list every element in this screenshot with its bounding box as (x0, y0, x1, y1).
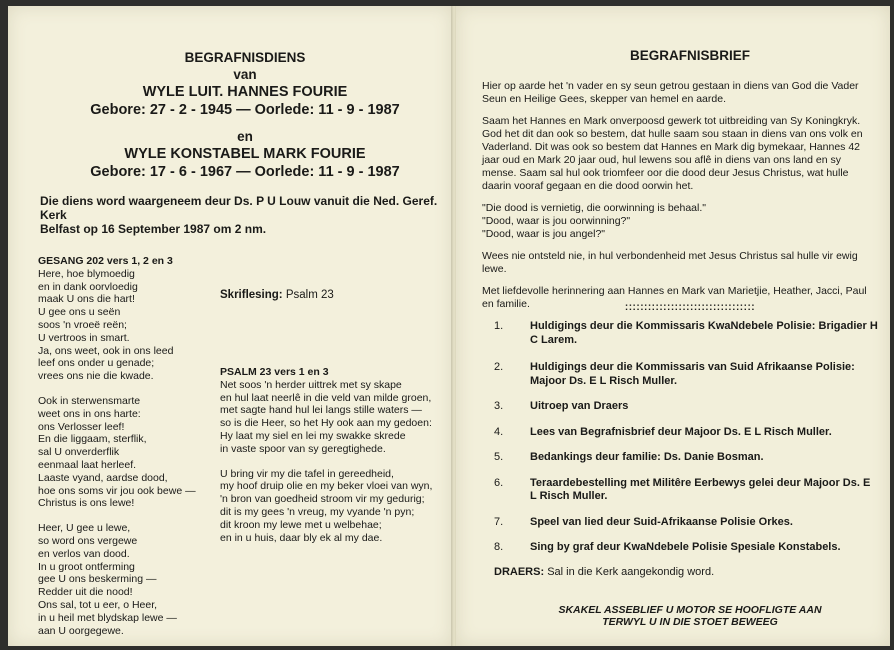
verse-line: U gee ons u seën (38, 306, 121, 319)
program-item (494, 541, 878, 555)
verse-line: ons Verlosser leef! (38, 420, 125, 433)
gesang-title: GESANG 202 vers 1, 2 en 3 (38, 255, 173, 267)
psalm-block (220, 366, 450, 544)
program-item-text: Bedankings deur familie: Ds. Danie Bosman. (530, 451, 764, 463)
program-item (494, 400, 878, 414)
program-item-text: Sing by graf deur KwaNdebele Polisie Spesiale Konstabels. (530, 541, 841, 553)
program-item-number: 4. (494, 425, 504, 438)
verse-line: Christus is ons lewe! (38, 497, 135, 510)
verse-line: Ja, ons weet, ook in ons leed (38, 344, 174, 357)
verse-line: so word ons vergewe (38, 534, 138, 547)
program-item-number: 6. (494, 476, 504, 489)
program-item-text: Uitroep van Draers (530, 400, 629, 412)
verse-line: gee U ons beskerming — (38, 573, 157, 586)
verse-line: in vaste spoor van sy geregtighede. (220, 442, 386, 455)
divider: :::::::::::::::::::::::::::::::::: (624, 302, 756, 313)
verse-line: leef ons onder u genade; (38, 357, 155, 370)
verse-line: vrees ons nie die kwade. (38, 370, 154, 383)
program-item (494, 361, 878, 388)
verse-line: U bring vir my die tafel in gereedheid, (220, 467, 394, 480)
verse-line: so is die Heer, so het Hy ook aan my gedoen: (220, 417, 432, 430)
program-item-text: Huldigings deur die Kommissaris KwaNdebele Polisie: Brigadier H C Larem. (530, 320, 878, 346)
quote-3: "Dood, waar is jou angel?" (482, 228, 606, 240)
verse-line: In u groot ontferming (38, 560, 135, 573)
verse-line: Redder uit die nood! (38, 586, 133, 599)
en-1: en (237, 129, 253, 144)
gesang-verse-1 (38, 268, 218, 383)
verse-line: Heer, U gee u lewe, (38, 522, 131, 535)
verse-line: 'n bron van goedheid stroom vir my gedurig; (220, 493, 425, 506)
program-item-number: 5. (494, 451, 504, 463)
program-item (494, 477, 878, 504)
name-mark: WYLE KONSTABEL MARK FOURIE (124, 146, 366, 162)
gesang-block (38, 255, 218, 637)
footer-line-2: TERWYL U IN DIE STOET BEWEEG (602, 616, 778, 628)
skriflesing-value: Psalm 23 (285, 289, 334, 301)
program-list (494, 320, 878, 555)
footer-line-1: SKAKEL ASSEBLIEF U MOTOR SE HOOFLIGTE AAN (558, 604, 822, 616)
draers (494, 566, 714, 578)
program-item (494, 320, 878, 347)
dates-mark: Gebore: 17 - 6 - 1967 — Oorlede: 11 - 9 - 1987 (90, 164, 400, 180)
verse-line: aan U oorgegewe. (38, 624, 124, 637)
verse-line: soos 'n vroeë reën; (38, 318, 127, 331)
program-item-number: 7. (494, 515, 504, 528)
verse-line: Here, hoe blymoedig (38, 267, 135, 280)
verse-line: weet ons in ons harte: (38, 407, 141, 420)
verse-line: sal U onverderflik (38, 446, 120, 459)
gesang-verse-3 (38, 522, 218, 637)
van-1: van (233, 67, 257, 82)
verse-line: eenmaal laat herleef. (38, 458, 137, 471)
verse-line: en in u huis, daar bly ek al my dae. (220, 531, 383, 544)
right-title: BEGRAFNISBRIEF (629, 48, 750, 63)
letter-p3: Wees nie ontsteld nie, in hul verbondenheid met Jesus Christus sal hulle vir ewig lewe. (482, 250, 858, 275)
service-line-2: Belfast op 16 September 1987 om 2 nm. (40, 222, 267, 236)
program-item (494, 516, 878, 530)
program-item-number: 8. (494, 541, 504, 553)
verse-line: Ook in sterwensmarte (38, 394, 141, 407)
program-item-text: Teraardebestelling met Militêre Eerbewys gelei deur Majoor Ds. E L Risch Muller. (530, 476, 871, 502)
psalm-verse-3 (220, 468, 450, 545)
verse-line: en in dank oorvloedig (38, 280, 138, 293)
verse-line: Hy laat my siel en lei my swakke skrede (220, 429, 406, 442)
dates-hannes: Gebore: 27 - 2 - 1945 — Oorlede: 11 - 9 - 1987 (90, 102, 400, 118)
skriflesing (220, 289, 334, 301)
draers-label: DRAERS: (494, 566, 545, 578)
left-title: BEGRAFNISDIENS (184, 50, 306, 65)
verse-line: hoe ons soms vir jou ook bewe — (38, 484, 196, 497)
draers-text: Sal in die Kerk aangekondig word. (547, 566, 715, 578)
program-item-text: Speel van lied deur Suid-Afrikaanse Polisie Orkes. (530, 515, 793, 528)
verse-line: En die liggaam, sterflik, (38, 433, 147, 446)
verse-line: met sagte hand hul lei langs stille waters — (220, 404, 422, 417)
letter-p4: Met liefdevolle herinnering aan Hannes en Mark van Marietjie, Heather, Jacci, Paul en familie. (482, 285, 867, 310)
verse-line: in u heil met blydskap lewe — (38, 611, 177, 624)
program-item-number: 3. (494, 400, 504, 412)
psalm-title: PSALM 23 vers 1 en 3 (220, 366, 329, 378)
service-line-1: Die diens word waargeneem deur Ds. P U Louw vanuit die Ned. Geref. Kerk (40, 194, 438, 222)
verse-line: my hoof druip olie en my beker vloei van wyn, (220, 480, 433, 493)
program-item-number: 1. (494, 320, 504, 332)
footer-notice (500, 604, 880, 628)
psalm-verse-1 (220, 379, 450, 456)
skriflesing-label: Skriflesing: (220, 289, 283, 301)
program-item-text: Huldigings deur die Kommissaris van Suid Afrikaanse Polisie: Majoor Ds. E L Risch Muller. (530, 361, 855, 387)
letter-p1: Hier op aarde het 'n vader en sy seun getrou gestaan in diens van God die Vader Seun en Heilige Gees, skepper van hemel en aarde. (482, 80, 859, 105)
left-header (30, 50, 460, 180)
verse-line: Ons sal, tot u eer, o Heer, (38, 598, 158, 611)
verse-line: maak U ons die hart! (38, 293, 135, 306)
quote-2: "Dood, waar is jou oorwinning?" (482, 215, 631, 227)
program-item-text: Lees van Begrafnisbrief deur Majoor Ds. E L Risch Muller. (530, 425, 832, 438)
verse-line: dit is my gees 'n vreug, my vyande 'n pyn; (220, 505, 415, 518)
verse-line: dit kroon my lewe met u welbehae; (220, 518, 382, 531)
name-hannes: WYLE LUIT. HANNES FOURIE (142, 84, 348, 100)
program-item-number: 2. (494, 361, 504, 373)
verse-line: U vertroos in smart. (38, 331, 130, 344)
verse-line: Net soos 'n herder uittrek met sy skape (220, 378, 402, 391)
letter-p2: Saam het Hannes en Mark onverpoosd gewerk tot uitbreiding van Sy Koningkryk. God het dit dan ook so bestem, dat hulle saam sou staan in diens van ons volk en Vaderland. Dit was ook so bestem dat Hannes en Mark dig bymekaar, Hannes 42 jaar oud en Mark 20 jaar oud, hul lewens sou aflê in diens van ons land en sy mense. Saam sal hul ook triomfeer oor die dood deur Jesus Christus, wat hulle daarin vooraf gegaan en die dood oorwin het. (482, 115, 863, 192)
verse-line: en hul laat neerlê in die veld van milde groen, (220, 391, 432, 404)
gesang-verse-2 (38, 395, 218, 510)
quote-1: "Die dood is vernietig, die oorwinning is behaal." (482, 202, 707, 214)
program-item (494, 451, 878, 465)
verse-line: Laaste vyand, aardse dood, (38, 471, 168, 484)
letter-body (482, 80, 876, 311)
program-item (494, 426, 878, 440)
verse-line: en verlos van dood. (38, 547, 130, 560)
service-info (40, 194, 450, 236)
